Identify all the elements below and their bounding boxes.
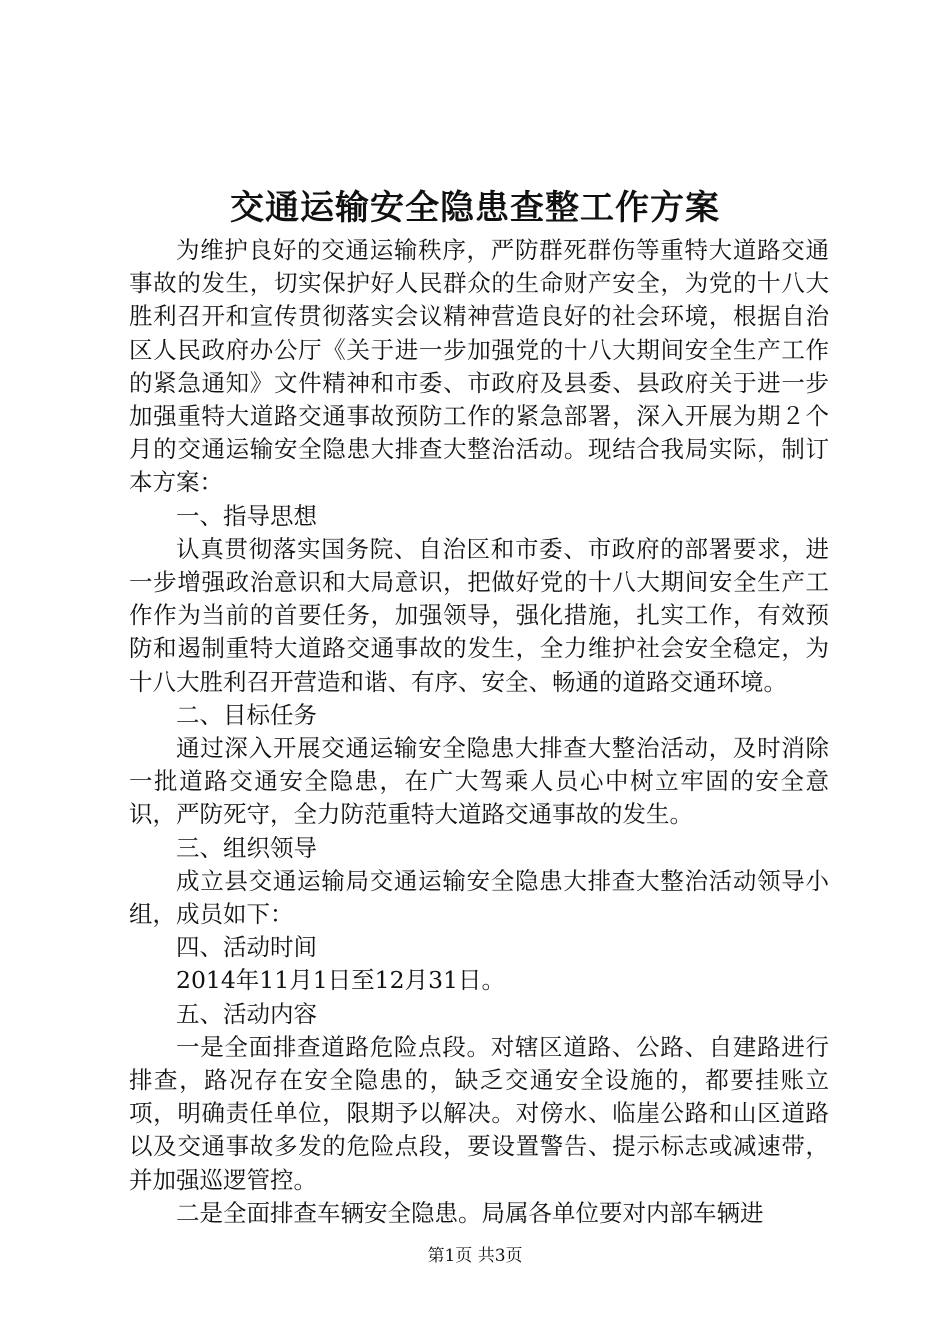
section-heading-organization: 三、组织领导	[176, 833, 317, 862]
document-title: 交通运输安全隐患查整工作方案	[230, 188, 720, 228]
document-body	[129, 234, 829, 1230]
paragraph-organization: 成立县交通运输局交通运输安全隐患大排查大整治活动领导小组，成员如下：	[129, 866, 829, 929]
page-footer: 第1页 共3页	[427, 1246, 523, 1266]
section-heading-goals: 二、目标任务	[176, 700, 317, 729]
section-heading-activity-time: 四、活动时间	[176, 933, 317, 962]
section-heading-guiding-thought: 一、指导思想	[176, 501, 317, 530]
paragraph-vehicle-inspection: 二是全面排查车辆安全隐患。局属各单位要对内部车辆进	[176, 1198, 764, 1227]
paragraph-intro: 为维护良好的交通运输秩序，严防群死群伤等重特大道路交通事故的发生，切实保护好人民群众的生命财产安全，为党的十八大胜利召开和宣传贯彻落实会议精神营造良好的社会环境，根据自治区人民政府办公厅《关于进一步加强党的十八大期间安全生产工作的紧急通知》文件精神和市委、市政府及县委、县政府关于进一步加强重特大道路交通事故预防工作的紧急部署，深入开展为期２个月的交通运输安全隐患大排查大整治活动。现结合我局实际，制订本方案：	[129, 236, 829, 497]
section-heading-activity-content: 五、活动内容	[176, 999, 317, 1028]
paragraph-activity-time: 2014年11月1日至12月31日。	[176, 966, 505, 995]
paragraph-guiding-thought: 认真贯彻落实国务院、自治区和市委、市政府的部署要求，进一步增强政治意识和大局意识，把做好党的十八大期间安全生产工作作为当前的首要任务，加强领导，强化措施，扎实工作，有效预防和遏制重特大道路交通事故的发生，全力维护社会安全稳定，为十八大胜利召开营造和谐、有序、安全、畅通的道路交通环境。	[129, 534, 829, 696]
paragraph-road-inspection: 一是全面排查道路危险点段。对辖区道路、公路、自建路进行排查，路况存在安全隐患的，缺乏交通安全设施的，都要挂账立项，明确责任单位，限期予以解决。对傍水、临崖公路和山区道路以及交通事故多发的危险点段，要设置警告、提示标志或减速带，并加强巡逻管控。	[129, 1032, 829, 1194]
paragraph-goals: 通过深入开展交通运输安全隐患大排查大整治活动，及时消除一批道路交通安全隐患，在广大驾乘人员心中树立牢固的安全意识，严防死守，全力防范重特大道路交通事故的发生。	[129, 734, 829, 829]
